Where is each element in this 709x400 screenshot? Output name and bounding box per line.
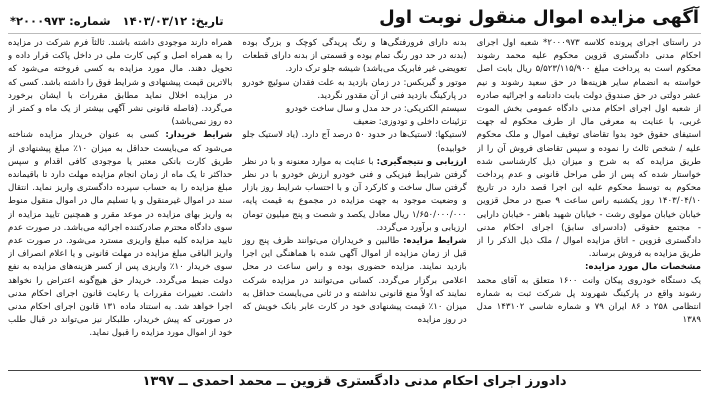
- continuation-paragraph: همراه دارند موجودی داشته باشند. ثالثاً فرم شرکت در مزایده را به همراه اصل و کپی کارت ملی در داخل پاکت قرار داده و تحویل دهند. مال مورد مزایده به کسی فروخته می‌شود که بالاترین قیمت پیشنهادی و شرایط فوق را داشته باشد. کسی که در مزایده اخلال نماید مطابق مقررات با ایشان برخورد می‌گردد. (فاصله قانونی نشر آگهی بیشتر از یک ماه و کمتر از ده روز نمی‌باشد): [8, 38, 233, 128]
- assessment-text: با عنایت به موارد معنونه و با در نظر گرفتن شرایط فیزیکی و فنی خودرو ارزش خودرو با در نظر گرفتن سال ساخت و کارکرد آن و با احتساب شرایط روز بازار و وضعیت موجود به جهت مزایده در مجموع به قیمت پایه، ۱/۶۵۰/۰۰۰/۰۰۰ ریال معادل یکصد و شصت و پنج میلیون تومان ارزیابی و برآورد می‌گردد.: [242, 156, 467, 233]
- notice-body: [8, 37, 701, 367]
- notice-meta: [10, 12, 224, 30]
- property-spec-text: یک دستگاه خودروی پیکان وانت ۱۶۰۰ متعلق به آقای محمد رشوند واقع در پارکینگ شهروند پل شرکت ثبت به شماره انتظامی ۲۵۸ د ۸۶ ایران ۷۹ و شماره شاسی ۱۴۳۱۰۲ مدل ۱۳۸۹: [476, 275, 701, 326]
- intro-paragraph: در راستای اجرای پرونده کلاسه ۲۰۰۰۹۷۳* شعبه اول اجرای احکام مدنی دادگستری قزوین محکوم علیه محمد رشوند محکوم است به پرداخت مبلغ ۵/۵۲۳/۱۱۵/۹۰۰ ریال بابت اصل خواسته به انضمام سایر هزینه‌ها در حق سعید رشوند و نیم عشر دولتی در حق صندوق دولت بابت دادنامه و اجرائیه صادره از شعبه اول اجرای احکام مدنی دادگاه عمومی بخش الموت غربی، با عنایت به معرفی مال از طرف محکوم له جهت استیفای حقوق خود بدوا تقاضای توقیف اموال و ملک محکوم علیه / شخص ثالث را نموده و سپس تقاضای فروش آن را از طریق مزایده که به شرح و میزان ذیل کارشناسی شده خواستار شده که پس از طی مراحل قانونی و عدم پرداخت محکوم به توسط محکوم علیه این اجرا قصد دارد در تاریخ ۱۴۰۳/۰۴/۱۰ روز یکشنبه راس ساعت ۹ صبح در محل قزوین خیابان خیابان مولوی رشت - خیابان شهید باهنر - خیابان دارایی - مجتمع حقوقی (دادسرای سابق) اجرای احکام مدنی دادگستری قزوین - اتاق مزایده اموال / ملک ذیل الذکر را از طریق مزایده به فروش برساند.: [476, 38, 701, 260]
- notice-footer: دادورز اجرای احکام مدنی دادگستری قزوین ــ محمد احمدی ــ ۱۳۹۷: [8, 370, 701, 394]
- tires-text: لاستیکها: لاستیک‌ها در حدود ۵۰ درصد آج دارد. (یاد لاستیک جلو خوابیده): [242, 130, 467, 154]
- date-label: تاریخ:: [191, 14, 224, 28]
- column-left: [8, 37, 232, 367]
- column-right: [477, 37, 701, 367]
- notice-title: آگهی مزایده اموال منقول نوبت اول: [379, 7, 699, 28]
- buyer-conditions-text: کسی به عنوان خریدار مزایده شناخته می‌شود که می‌بایست حداقل به میزان ۱۰٪ مبلغ پیشنهادی از طریق کارت بانکی معتبر یا موجودی کافی اقدام و سپس حداکثر تا یک ماه از زمان انجام مزایده مهلت دارد تا باقیمانده مبلغ مزایده را به حساب سپرده دادگستری واریز نماید. انتقال سند در اموال غیرمنقول و یا تسلیم مال در اموال منقول منوط به واریز بهای مزایده در موعد مقرر و همچنین تایید مزایده از سوی دادگاه محترم صادرکننده اجرائیه می‌باشد. در صورت عدم تایید مزایده کلیه مبلغ واریزی مسترد می‌شود. در صورت عدم واریز الباقی مبلغ مزایده در مهلت قانونی و یا اعلام انصراف از سوی خریدار ۱۰٪ واریزی پس از کسر هزینه‌های مزایده به نفع دولت ضبط می‌گردد. خریدار حق هیچ‌گونه اعتراض را نخواهد داشت. تغییرات مقررات یا رعایت قانون اجرای احکام مدنی اجرا خواهد شد. به استناد ماده ۱۳۱ قانون اجرای احکام مدنی در صورتی که پیش خریدار، طلبکار نیز می‌تواند در قبال طلب خود از اموال مورد مزایده را قبول نماید.: [8, 130, 233, 339]
- number-value: ۲۰۰۰۹۷۳*: [10, 14, 66, 28]
- date-value: ۱۴۰۳/۰۳/۱۲: [122, 14, 188, 28]
- notice-header: [8, 4, 701, 34]
- buyer-conditions-label: شرایط خریدار:: [165, 130, 233, 141]
- auction-conditions-text: طالبین و خریداران می‌توانند ظرف پنج روز قبل از زمان مزایده از اموال آگهی شده با هماهنگی این اجرا بازدید نمایند. مزایده حضوری بوده و راس ساعت در محل اعلامی برگزار می‌گردد. کسانی می‌توانند در مزایده شرکت نمایند که اولاً منع قانونی نداشته و در ثانی می‌بایست حداقل به میزان ۱۰٪ قیمت پیشنهادی خود در کارت عابر بانک خویش که در روز مزایده: [242, 236, 467, 326]
- electrical-text: سیستم الکتریکی: در حد مدل و سال ساخت خودرو: [285, 104, 467, 115]
- property-spec-label: مشخصات مال مورد مزایده:: [585, 262, 701, 273]
- assessment-label: ارزیابی و نتیجه‌گیری:: [376, 156, 467, 167]
- engine-text: موتور و گیربکس: در زمان بازدید به علت فقدان سوئیچ خودرو در پارکینگ بازدید فنی از آن مقدور نگردید.: [242, 77, 467, 101]
- auction-conditions-label: شرایط مزایده:: [403, 236, 467, 247]
- meta-separator: [111, 14, 119, 28]
- interior-text: تزئینات داخلی و تودوزی: ضعیف: [353, 117, 467, 128]
- column-middle: [242, 37, 466, 367]
- number-label: شماره:: [69, 14, 111, 28]
- body-condition-text: بدنه دارای فرورفتگی‌ها و رنگ پریدگی کوچک و بزرگ بوده (بدنه در حد دور رنگ تمام بوده و قسمتی از بدنه دارای قطعات تعویضی غیر فابریک می‌باشد) شیشه جلو ترک دارد.: [242, 38, 467, 75]
